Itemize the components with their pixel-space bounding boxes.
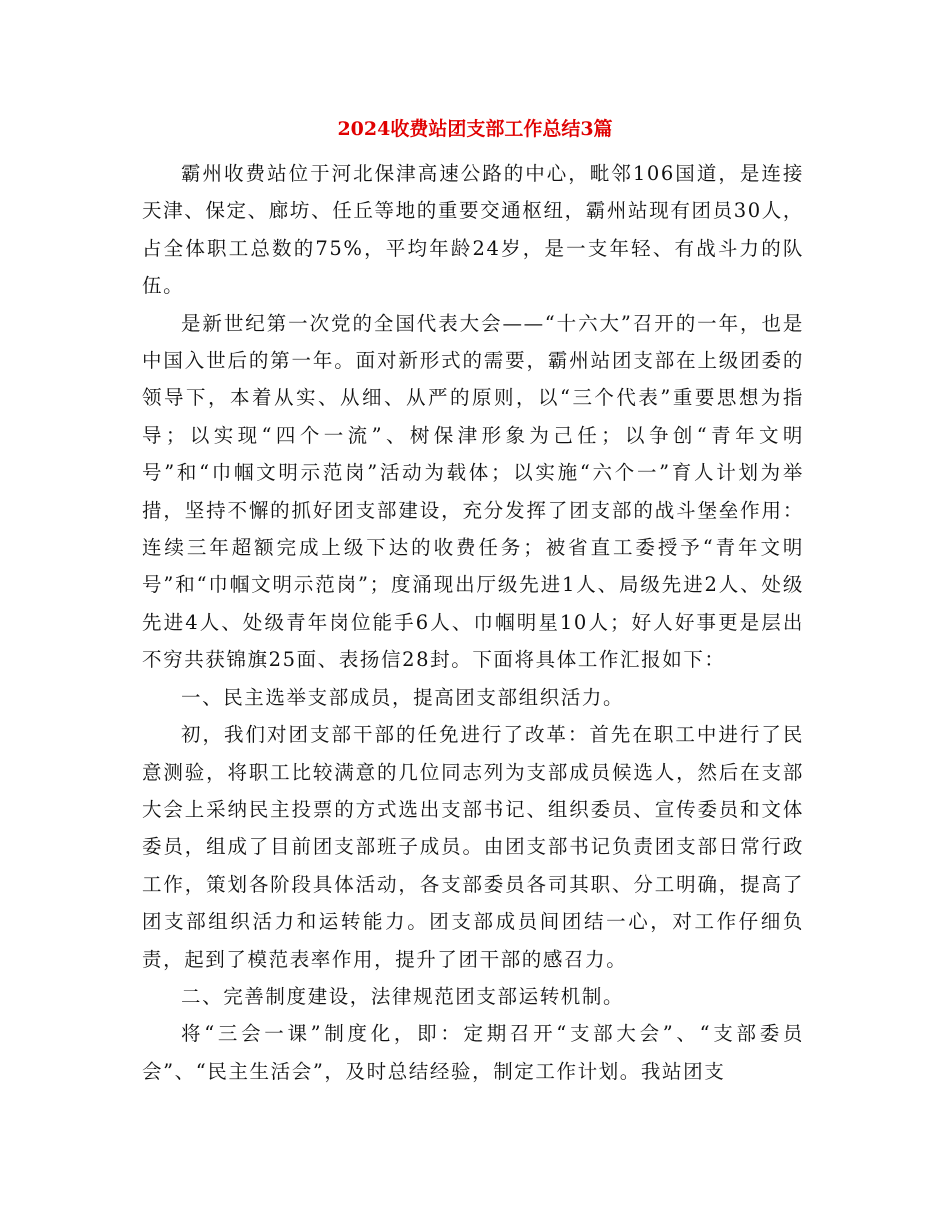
document-body <box>142 155 804 1090</box>
paragraph-section-2: 将“三会一课”制度化，即：定期召开“支部大会”、“支部委员会”、“民主生活会”，及时总结经验，制定工作计划。我站团支 <box>142 1022 804 1083</box>
section-heading-2: 二、完善制度建设，法律规范团支部运转机制。 <box>181 984 625 1008</box>
document-title: 2024收费站团支部工作总结3篇 <box>337 118 613 140</box>
section-heading-1: 一、民主选举支部成员，提高团支部组织活力。 <box>181 685 625 709</box>
paragraph-intro: 霸州收费站位于河北保津高速公路的中心，毗邻106国道，是连接天津、保定、廊坊、任丘等地的重要交通枢纽，霸州站现有团员30人，占全体职工总数的75%，平均年龄24岁，是一支年轻、有战斗力的队伍。 <box>142 162 804 298</box>
paragraph-section-1: 初，我们对团支部干部的任免进行了改革：首先在职工中进行了民意测验，将职工比较满意的几位同志列为支部成员候选人，然后在支部大会上采纳民主投票的方式选出支部书记、组织委员、宣传委员和文体委员，组成了目前团支部班子成员。由团支部书记负责团支部日常行政工作，策划各阶段具体活动，各支部委员各司其职、分工明确，提高了团支部组织活力和运转能力。团支部成员间团结一心，对工作仔细负责，起到了模范表率作用，提升了团干部的感召力。 <box>142 723 804 971</box>
paragraph-overview: 是新世纪第一次党的全国代表大会——“十六大”召开的一年，也是中国入世后的第一年。面对新形式的需要，霸州站团支部在上级团委的领导下，本着从实、从细、从严的原则，以“三个代表”重要思想为指导；以实现“四个一流”、树保津形象为己任；以争创“青年文明号”和“巾帼文明示范岗”活动为载体；以实施“六个一”育人计划为举措，坚持不懈的抓好团支部建设，充分发挥了团支部的战斗堡垒作用：连续三年超额完成上级下达的收费任务；被省直工委授予“青年文明号”和“巾帼文明示范岗”；度涌现出厅级先进1人、局级先进2人、处级先进4人、处级青年岗位能手6人、巾帼明星10人；好人好事更是层出不穷共获锦旗25面、表扬信28封。下面将具体工作汇报如下： <box>142 311 804 672</box>
